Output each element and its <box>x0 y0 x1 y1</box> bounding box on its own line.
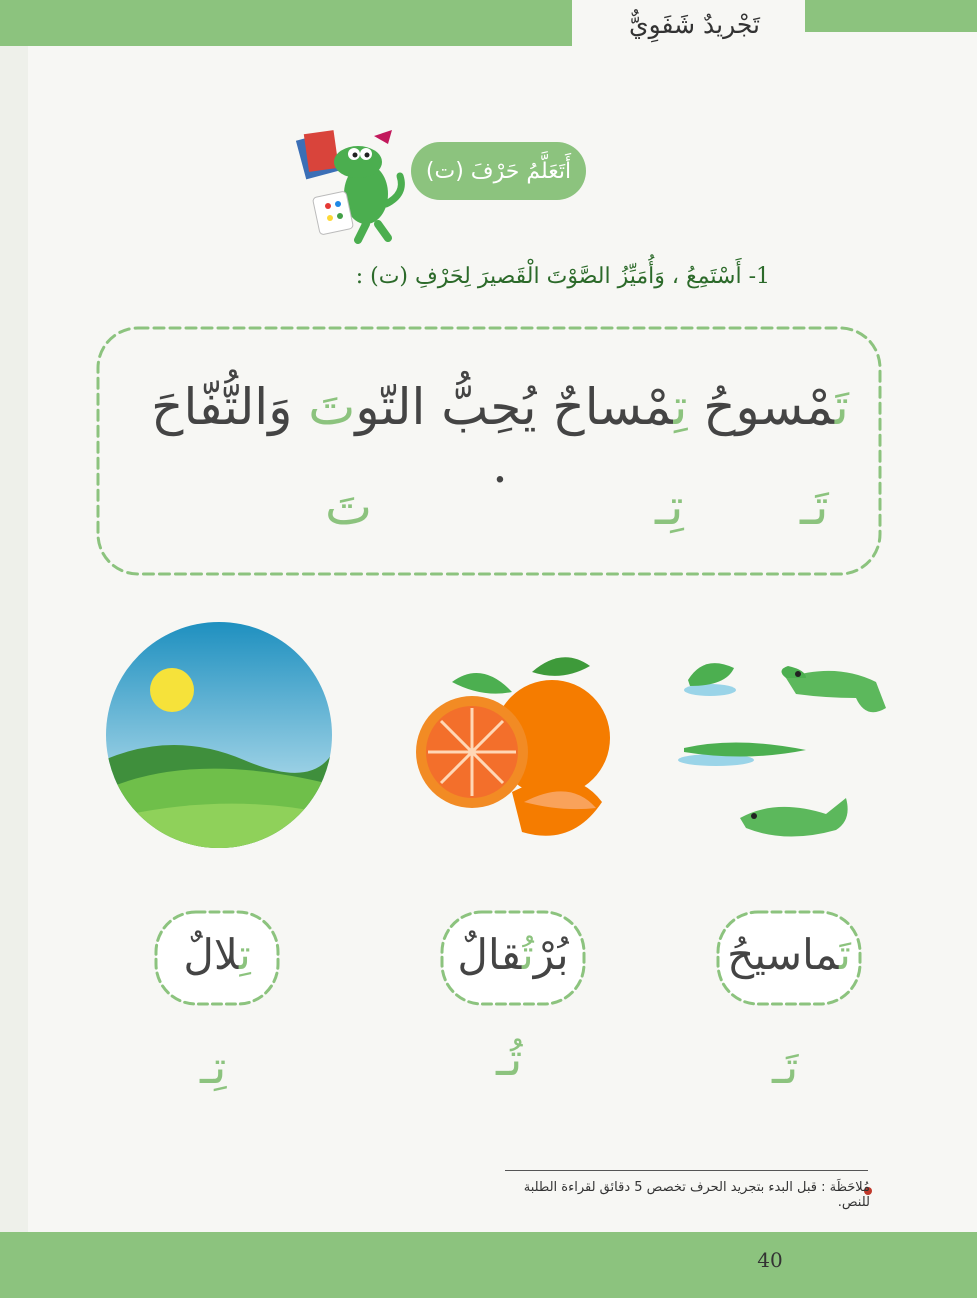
sentence-vowel-mark-fatha-end: تَ <box>325 478 373 536</box>
word-timsah <box>714 930 864 979</box>
word-vowel-mark-2: تُـ <box>496 1032 523 1086</box>
word-part: لالٌ <box>183 930 239 979</box>
note-divider <box>505 1170 868 1171</box>
instruction-text: 1- أَسْتَمِعُ ، وَأُمَيِّزُ الصَّوْتَ الْقَصيرَ لِحَرْفِ (ت) : <box>355 264 770 289</box>
sentence-part: مْسوحُ <box>687 378 835 436</box>
word-letter-highlight: تُ <box>521 930 534 979</box>
teacher-note: مُلاحَظَة : قبل البدء بتجريد الحرف تخصص 5 دقائق لقراءة الطلبة للنص. <box>523 1180 870 1210</box>
word-part: ماسيحُ <box>727 930 840 979</box>
sentence-text <box>150 378 850 494</box>
word-letter-highlight: تَ <box>839 930 851 979</box>
header-band-left <box>0 0 572 46</box>
lesson-title-pill: أَتَعَلَّمُ حَرْفَ (ت) <box>411 142 586 200</box>
word-vowel-mark-1: تَـ <box>772 1040 799 1094</box>
sentence-part: مْساحٌ يُحِبُّ التّو <box>355 378 674 436</box>
crocodile-mascot-icon <box>296 124 416 244</box>
hills-icon <box>104 620 334 850</box>
sentence-part-highlight: تَ <box>834 378 849 436</box>
word-part: قالٌ <box>457 930 522 979</box>
copyright-side-text <box>4 310 20 1030</box>
word-letter-highlight: تِ <box>238 930 251 979</box>
word-vowel-mark-3: تِـ <box>200 1040 227 1094</box>
sentence-part-highlight: تِ <box>673 378 688 436</box>
orange-icon <box>412 652 617 847</box>
footer-band <box>0 1232 977 1298</box>
word-part: بُرْ <box>533 930 569 979</box>
crocodile-icon <box>676 648 896 858</box>
sentence-vowel-mark-kasra: تِـ <box>655 478 684 536</box>
header-band-right <box>805 0 977 32</box>
word-burtuqal <box>438 930 588 979</box>
word-tilal <box>152 930 282 979</box>
page-number: 40 <box>757 1248 783 1272</box>
sentence-vowel-mark-fatha: تَـ <box>800 478 829 536</box>
sentence-part-highlight: تَ <box>308 378 356 436</box>
page-title: تَجْريدٌ شَفَوِيٌّ <box>629 10 760 39</box>
sentence-part: وَالتُّفّاحَ . <box>151 378 508 494</box>
